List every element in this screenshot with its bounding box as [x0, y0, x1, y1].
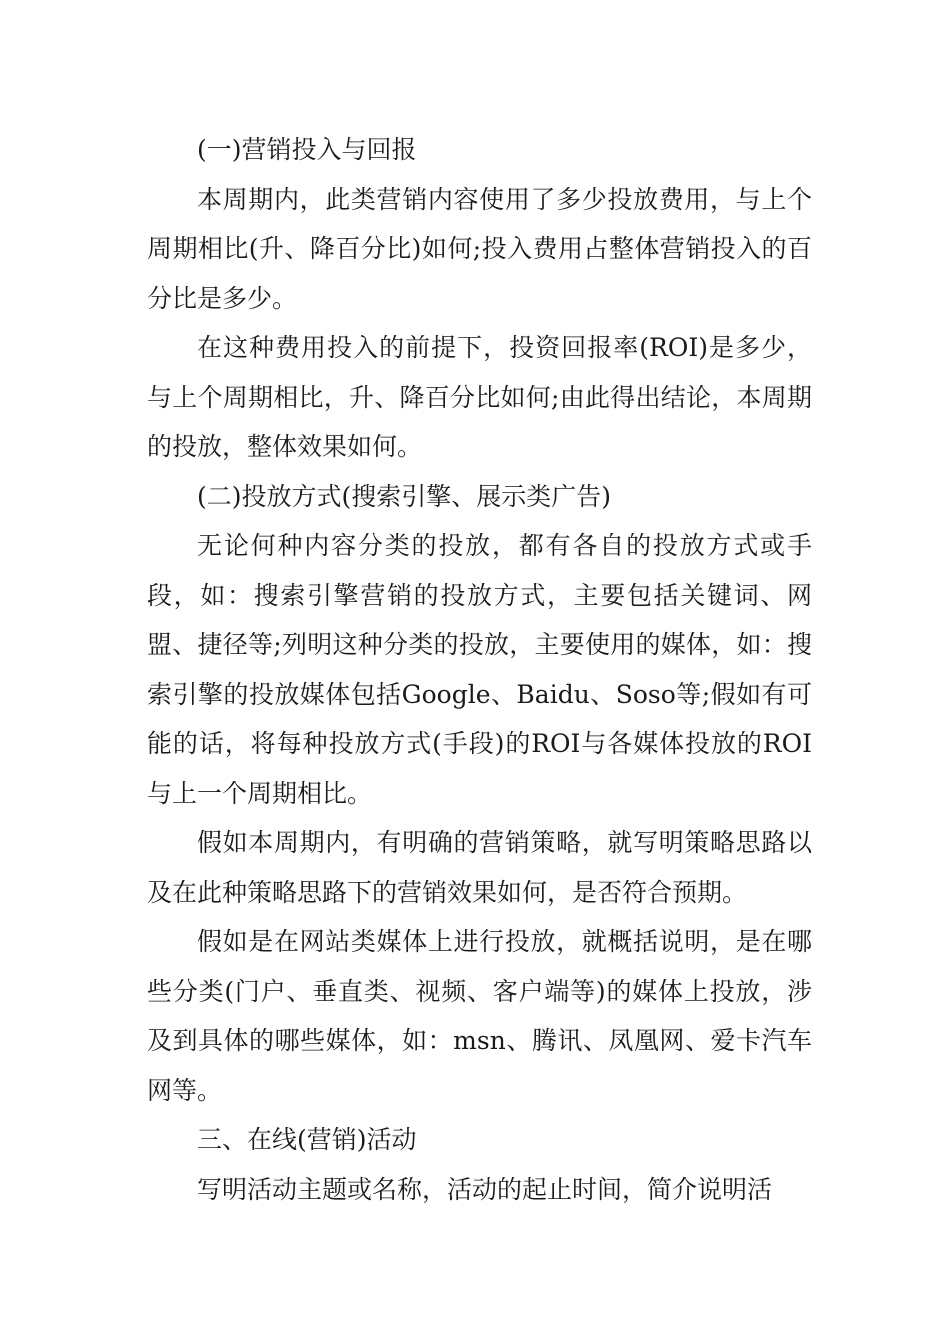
document-body [147, 125, 812, 1214]
section-heading-marketing-input-return: (一)营销投入与回报 [197, 135, 417, 164]
section-heading-delivery-method: (二)投放方式(搜索引擎、展示类广告) [197, 481, 612, 511]
paragraph-spend-comparison: 本周期内，此类营销内容使用了多少投放费用，与上个周期相比(升、降百分比)如何;投入费用占整体营销投入的百分比是多少。 [147, 184, 812, 313]
paragraph-activity-description: 写明活动主题或名称，活动的起止时间，简介说明活 [197, 1174, 773, 1204]
paragraph-marketing-strategy: 假如本周期内，有明确的营销策略，就写明策略思路以及在此种策略思路下的营销效果如何，是否符合预期。 [147, 828, 812, 907]
section-heading-online-activities: 三、在线(营销)活动 [197, 1125, 417, 1154]
paragraph-delivery-methods-media: 无论何种内容分类的投放，都有各自的投放方式或手段，如：搜索引擎营销的投放方式，主要包括关键词、网盟、捷径等;列明这种分类的投放，主要使用的媒体，如：搜索引擎的投放媒体包括Google、Baidu、Soso等;假如有可能的话，将每种投放方式(手段)的ROI与各媒体投放的ROI与上一个周期相比。 [147, 531, 812, 808]
paragraph-roi: 在这种费用投入的前提下，投资回报率(ROI)是多少，与上个周期相比，升、降百分比如何;由此得出结论，本周期的投放，整体效果如何。 [147, 333, 812, 461]
paragraph-website-media: 假如是在网站类媒体上进行投放，就概括说明，是在哪些分类(门户、垂直类、视频、客户端等)的媒体上投放，涉及到具体的哪些媒体，如：msn、腾讯、凤凰网、爱卡汽车网等。 [147, 927, 812, 1105]
